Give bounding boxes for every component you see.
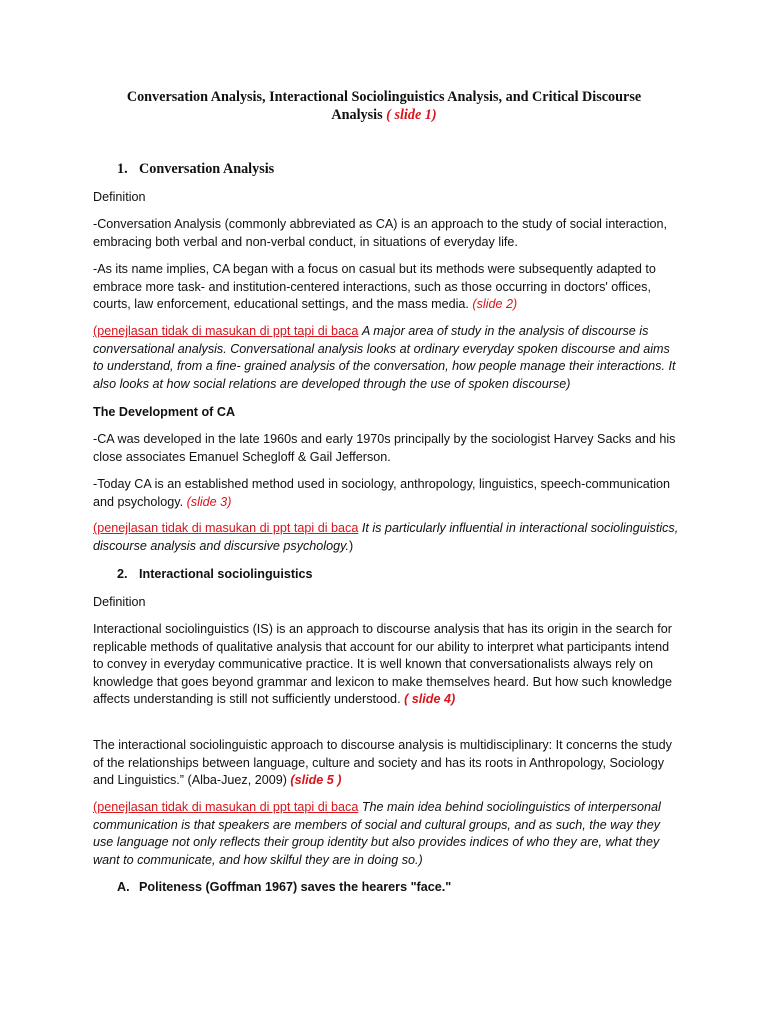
note-1-label: (penejlasan tidak di masukan di ppt tapi di baca [93,324,359,338]
section-2-title: Interactional sociolinguistics [139,567,313,581]
section-2-paragraph-2-text: The interactional sociolinguistic approach to discourse analysis is multidisciplinary: It concerns the study of the relationships between language, culture and society and has its roots in Anthropology, Sociology and Linguistics.” (Alba-Juez, 2009) [93,738,672,787]
section-2-paragraph-1 [93,621,683,709]
note-3 [93,799,683,869]
item-a [117,880,451,894]
section-1-paragraph-4-text: -Today CA is an established method used in sociology, anthropology, linguistics, speech-communication and psychology. [93,477,671,509]
section-1-definition-label: Definition [93,190,146,204]
section-1-paragraph-2 [93,261,683,314]
document-title [90,88,678,124]
slide-2-ref: (slide 2) [472,297,518,311]
title-line-2: Analysis [331,107,383,123]
development-heading: The Development of CA [93,405,236,419]
section-2-heading [117,567,313,581]
section-2-paragraph-2 [93,737,683,790]
note-2-close: ) [348,538,354,553]
section-1-title: Conversation Analysis [139,161,275,177]
slide-4-ref: ( slide 4) [404,692,456,706]
note-1-text: A major area of study in the analysis of discourse is conversational analysis. Conversational analysis looks at ordinary everyday spoken discourse and aims to understand, from a fine- grained analysis of the conversation, how people manage their interactions. It also looks at how social relations are developed through the use of spoken discourse) [93,324,676,391]
note-2 [93,520,683,555]
section-1-heading [117,161,274,178]
section-1-paragraph-1: -Conversation Analysis (commonly abbreviated as CA) is an approach to the study of social interaction, embracing both verbal and non-verbal conduct, in situations of everyday life. [93,217,667,249]
section-2-definition-label: Definition [93,595,146,609]
title-line-1: Conversation Analysis, Interactional Sociolinguistics Analysis, and Critical Discourse [126,89,642,105]
section-1-paragraph-2-text: -As its name implies, CA began with a focus on casual but its methods were subsequently adapted to embrace more task- and institution-centered interactions, such as those occurring in doctors' offices, courts, law enforcement, educational settings, and the mass media. [93,262,656,311]
item-a-text: Politeness (Goffman 1967) saves the hearers "face." [139,880,452,894]
item-a-letter: A. [117,880,130,894]
note-2-label: (penejlasan tidak di masukan di ppt tapi di baca [93,521,359,535]
title-slide-ref: ( slide 1) [386,107,437,123]
section-2-number: 2. [117,567,128,581]
note-2-text: It is particularly influential in interactional sociolinguistics, discourse analysis and discursive psychology. [93,521,679,553]
note-1 [93,323,683,393]
section-2-paragraph-1-text: Interactional sociolinguistics (IS) is an approach to discourse analysis that has its origin in the search for replicable methods of qualitative analysis that account for our ability to interpret what participants intend to convey in everyday communicative practice. It is well known that conversationalists always rely on knowledge that goes beyond grammar and lexicon to make themselves heard. But how such knowledge affects understanding is still not sufficiently understood. [93,622,672,706]
section-1-paragraph-4 [93,476,683,511]
slide-3-ref: (slide 3) [186,494,232,509]
section-1-paragraph-3: -CA was developed in the late 1960s and early 1970s principally by the sociologist Harvey Sacks and his close associates Emanuel Schegloff & Gail Jefferson. [93,432,676,464]
slide-5-ref: (slide 5 ) [290,773,342,787]
note-3-label: (penejlasan tidak di masukan di ppt tapi di baca [93,800,359,814]
note-3-text: The main idea behind sociolinguistics of interpersonal communication is that speakers are members of social and cultural groups, and as such, the way they use language not only reflects their group identity but also provides indices of who they are, what they want to communicate, and how skilful they are in doing so.) [93,800,661,867]
section-1-number: 1. [117,161,128,177]
